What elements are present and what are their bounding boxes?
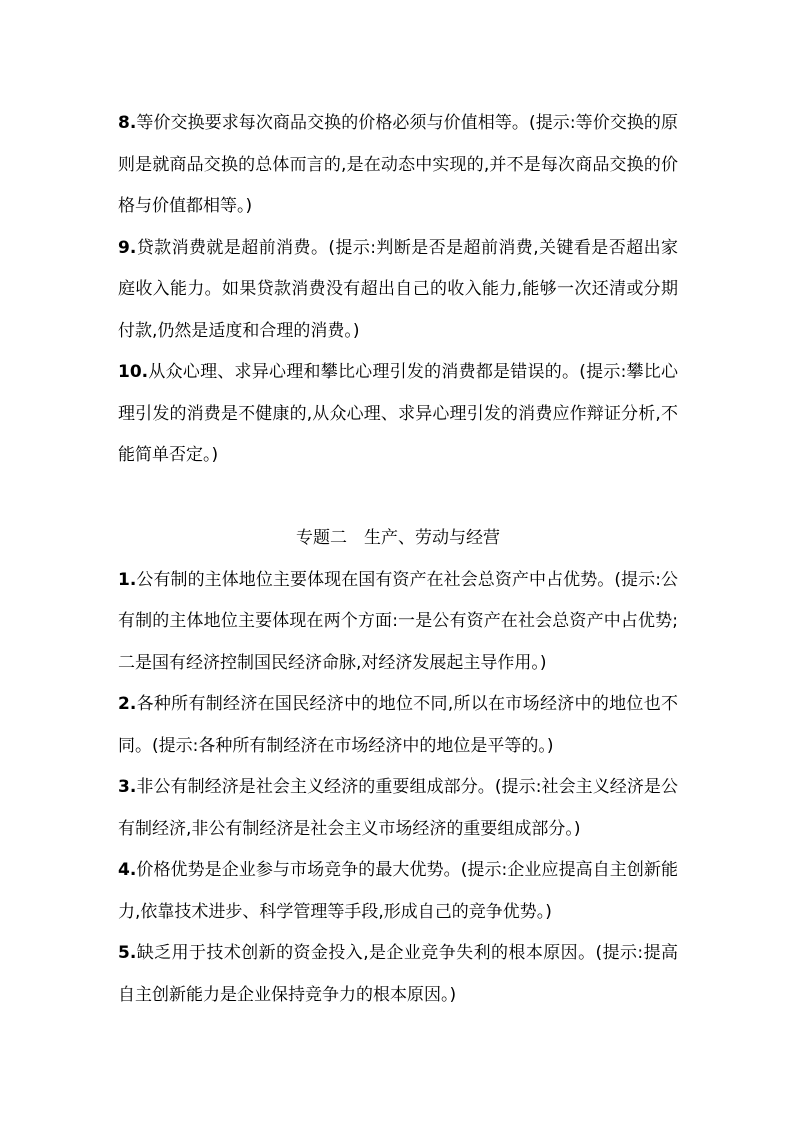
item-text: 公有制的主体地位主要体现在国有资产在社会总资产中占优势。(提示:公有制的主体地位主要体现在两个方面:一是公有资产在社会总资产中占优势;二是国有经济控制国民经济命脉,对经济发展起主导作用。)	[118, 569, 678, 673]
item-text: 价格优势是企业参与市场竞争的最大优势。(提示:企业应提高自主创新能力,依靠技术进步、科学管理等手段,形成自己的竞争优势。)	[118, 860, 678, 922]
item-text: 各种所有制经济在国民经济中的地位不同,所以在市场经济中的地位也不同。(提示:各种所有制经济在市场经济中的地位是平等的。)	[118, 694, 678, 756]
document-body	[118, 103, 678, 1016]
list-item	[118, 352, 678, 477]
section-heading: 专题二 生产、劳动与经营	[296, 528, 500, 548]
item-text: 非公有制经济是社会主义经济的重要组成部分。(提示:社会主义经济是公有制经济,非公有制经济是社会主义市场经济的重要组成部分。)	[118, 777, 678, 839]
section-gap	[118, 477, 678, 519]
item-number: 9.	[118, 237, 137, 258]
item-number: 8.	[118, 113, 137, 133]
list-item	[118, 850, 678, 933]
list-item	[118, 767, 678, 850]
list-item	[118, 933, 678, 1016]
list-item	[118, 684, 678, 767]
item-text: 从众心理、求异心理和攀比心理引发的消费都是错误的。(提示:攀比心理引发的消费是不健康的,从众心理、求异心理引发的消费应作辩证分析,不能简单否定。)	[118, 362, 678, 465]
item-number: 4.	[118, 860, 137, 880]
list-item	[118, 560, 678, 685]
item-text: 缺乏用于技术创新的资金投入,是企业竞争失利的根本原因。(提示:提高自主创新能力是企业保持竞争力的根本原因。)	[118, 943, 678, 1005]
item-text: 等价交换要求每次商品交换的价格必须与价值相等。(提示:等价交换的原则是就商品交换的总体而言的,是在动态中实现的,并不是每次商品交换的价格与价值都相等。)	[118, 113, 678, 216]
item-number: 5.	[118, 943, 137, 963]
list-item	[118, 228, 678, 353]
list-item	[118, 103, 678, 228]
item-number: 10.	[118, 362, 149, 382]
item-number: 2.	[118, 694, 137, 714]
item-text: 贷款消费就是超前消费。(提示:判断是否是超前消费,关键看是否超出家庭收入能力。如果贷款消费没有超出自己的收入能力,能够一次还清或分期付款,仍然是适度和合理的消费。)	[118, 237, 678, 341]
item-number: 3.	[118, 777, 137, 797]
item-number: 1.	[118, 569, 137, 590]
